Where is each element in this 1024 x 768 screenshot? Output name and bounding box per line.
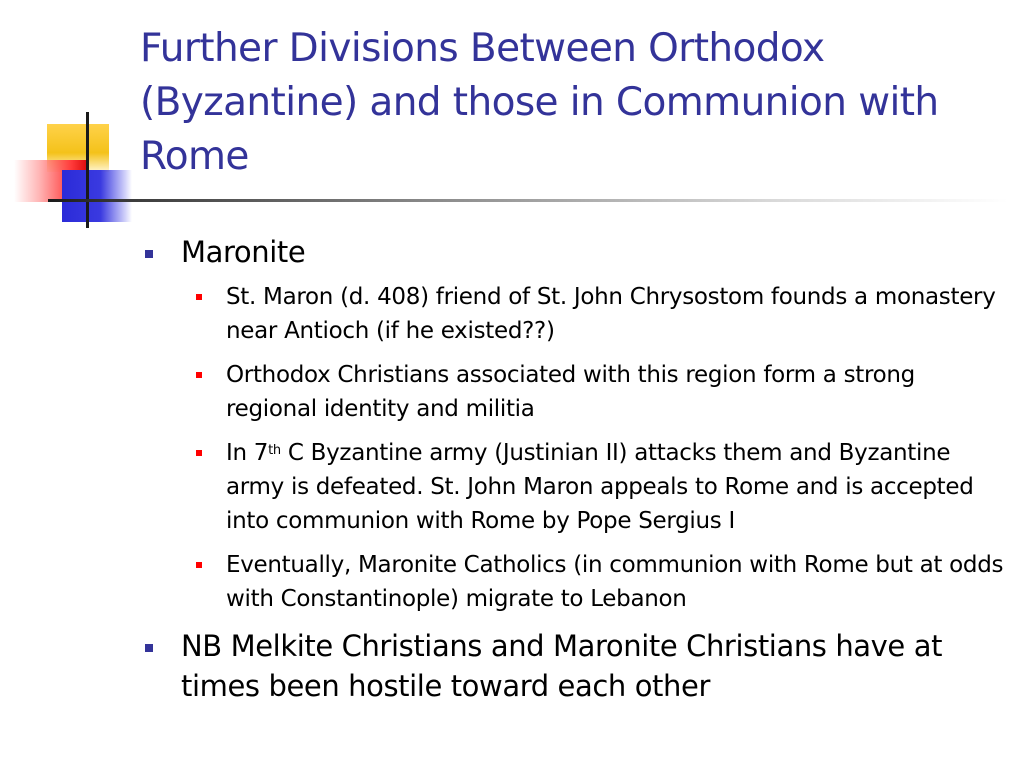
sub-bullet-text-pre: In 7 <box>226 440 269 466</box>
sub-bullet-st-maron <box>145 280 1005 348</box>
sub-bullet-regional-identity <box>145 358 1005 426</box>
bullet-text: NB Melkite Christians and Maronite Christians have at times been hostile toward each other <box>181 629 943 703</box>
small-square-bullet-icon <box>196 450 202 456</box>
sub-bullet-text-post: C Byzantine army (Justinian II) attacks them and Byzantine army is defeated. St. John Maron appeals to Rome and is accepted into communion with Rome by Pope Sergius I <box>226 440 974 534</box>
sub-bullet-byzantine-army <box>145 436 1005 538</box>
small-square-bullet-icon <box>196 562 202 568</box>
ornament-blue-square <box>62 170 132 222</box>
bullet-melkite-maronite-note <box>145 626 1005 706</box>
slide-title: Further Divisions Between Orthodox (Byzantine) and those in Communion with Rome <box>140 26 939 179</box>
sub-bullet-text: Orthodox Christians associated with this region form a strong regional identity and militia <box>226 362 915 422</box>
ornament-vertical-line <box>86 112 89 228</box>
square-bullet-icon <box>145 644 153 652</box>
sub-bullet-text <box>190 436 1005 538</box>
small-square-bullet-icon <box>196 294 202 300</box>
sub-bullet-text: St. Maron (d. 408) friend of St. John Chrysostom founds a monastery near Antioch (if he existed??) <box>226 284 996 344</box>
title-underline-rule <box>48 199 1008 202</box>
bullet-text: Maronite <box>181 235 306 269</box>
sub-bullet-list <box>145 280 1005 616</box>
small-square-bullet-icon <box>196 372 202 378</box>
square-bullet-icon <box>145 250 153 258</box>
bullet-maronite <box>145 232 1005 272</box>
slide-body <box>145 232 1005 706</box>
ordinal-superscript: th <box>268 443 281 458</box>
sub-bullet-lebanon-migration <box>145 548 1005 616</box>
sub-bullet-text: Eventually, Maronite Catholics (in communion with Rome but at odds with Constantinople) migrate to Lebanon <box>226 552 1004 612</box>
